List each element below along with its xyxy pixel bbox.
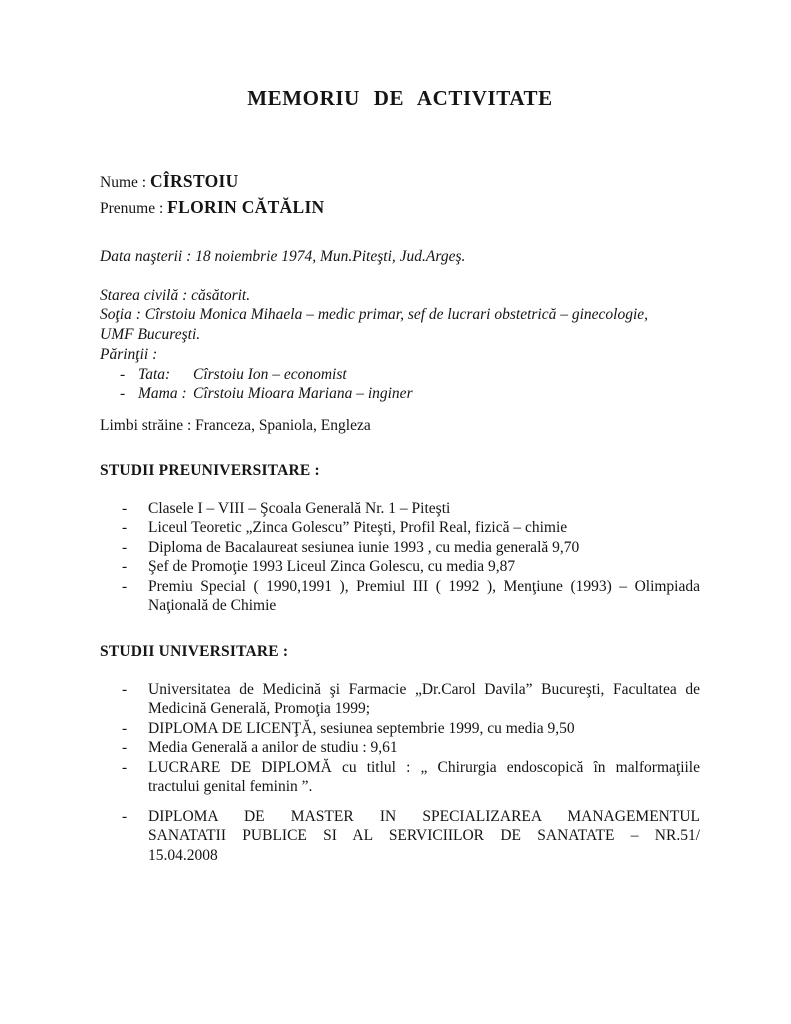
dash-bullet: - — [120, 385, 126, 403]
list-item — [100, 538, 700, 558]
dash-bullet: - — [122, 758, 128, 776]
list-item — [100, 577, 700, 616]
dash-bullet: - — [122, 680, 128, 698]
list-item — [100, 738, 700, 758]
list-item-text: DIPLOMA DE LICENŢĂ, sesiunea septembrie 1999, cu media 9,50 — [148, 719, 575, 737]
dash-bullet: - — [122, 807, 128, 825]
civil-status-section — [100, 286, 700, 404]
father-label: Tata: — [138, 365, 171, 383]
university-heading: STUDII UNIVERSITARE : — [100, 642, 289, 660]
list-item-text: Diploma de Bacalaureat sesiunea iunie 1993 , cu media generală 9,70 — [148, 538, 580, 556]
list-item — [100, 719, 700, 739]
firstname-row — [100, 195, 700, 221]
dash-bullet: - — [122, 499, 128, 517]
mother-value: Cîrstoiu Mioara Mariana – inginer — [193, 385, 413, 403]
list-item-text: Media Generală a anilor de studiu : 9,61 — [148, 739, 398, 757]
spouse-line-2: UMF Bucureşti. — [100, 326, 201, 344]
list-item-line: tractului genital feminin ”. — [148, 778, 313, 796]
master-line: SANATATII PUBLICE SI AL SERVICIILOR DE SANATATE – NR.51/ — [148, 827, 700, 845]
dash-bullet: - — [122, 577, 128, 595]
spouse-line-1: Soţia : Cîrstoiu Monica Mihaela – medic primar, sef de lucrari obstetrică – ginecologie, — [100, 306, 649, 324]
identity-section — [100, 169, 700, 221]
dash-bullet: - — [122, 719, 128, 737]
list-item-text: Clasele I – VIII – Şcoala Generală Nr. 1 – Piteşti — [148, 499, 451, 517]
list-item-text — [148, 758, 700, 797]
list-item — [100, 499, 700, 519]
list-item-text — [148, 680, 700, 719]
list-item-line: LUCRARE DE DIPLOMĂ cu titlul : „ Chirurgia endoscopică în malformaţiile — [148, 758, 700, 776]
list-item — [100, 680, 700, 719]
list-item — [100, 518, 700, 538]
list-item-text: Liceul Teoretic „Zinca Golescu” Piteşti, Profil Real, fizică – chimie — [148, 519, 568, 537]
firstname-label: Prenume : — [100, 200, 164, 217]
marital-status-line: Starea civilă : căsătorit. — [100, 286, 251, 304]
list-item — [100, 557, 700, 577]
mother-label: Mama : — [138, 385, 187, 403]
pre-university-heading: STUDII PREUNIVERSITARE : — [100, 461, 320, 479]
pre-university-list — [100, 499, 700, 616]
university-list — [100, 680, 700, 797]
master-diploma-item — [100, 807, 700, 866]
father-value: Cîrstoiu Ion – economist — [193, 365, 347, 383]
father-row — [100, 365, 700, 385]
list-item-text — [148, 577, 700, 616]
list-item-line: Medicină Generală, Promoţia 1999; — [148, 700, 371, 718]
name-label: Nume : — [100, 174, 147, 191]
dash-bullet: - — [120, 365, 126, 383]
birth-date-line: Data naşterii : 18 noiembrie 1974, Mun.Piteşti, Jud.Argeş. — [100, 248, 466, 265]
list-item-line: Naţională de Chimie — [148, 597, 277, 615]
list-item-line: Premiu Special ( 1990,1991 ), Premiul III ( 1992 ), Menţiune (1993) – Olimpiada — [148, 577, 700, 595]
name-row — [100, 169, 700, 195]
parents-label: Părinţii : — [100, 345, 158, 363]
dash-bullet: - — [122, 558, 128, 576]
dash-bullet: - — [122, 739, 128, 757]
dash-bullet: - — [122, 538, 128, 556]
master-line: DIPLOMA DE MASTER IN SPECIALIZAREA MANAGEMENTUL — [148, 807, 700, 825]
languages-line: Limbi străine : Franceza, Spaniola, Engleza — [100, 416, 371, 434]
name-value: CÎRSTOIU — [149, 171, 239, 191]
mother-row — [100, 384, 700, 404]
master-diploma-text — [148, 807, 700, 866]
master-line: 15.04.2008 — [148, 846, 218, 864]
firstname-value: FLORIN CĂTĂLIN — [167, 197, 325, 217]
document-title: MEMORIU DE ACTIVITATE — [247, 86, 553, 110]
list-item — [100, 758, 700, 797]
list-item-text: Şef de Promoţie 1993 Liceul Zinca Golescu, cu media 9,87 — [148, 558, 516, 576]
list-item-line: Universitatea de Medicină şi Farmacie „Dr.Carol Davila” Bucureşti, Facultatea de — [148, 680, 700, 698]
dash-bullet: - — [122, 519, 128, 537]
